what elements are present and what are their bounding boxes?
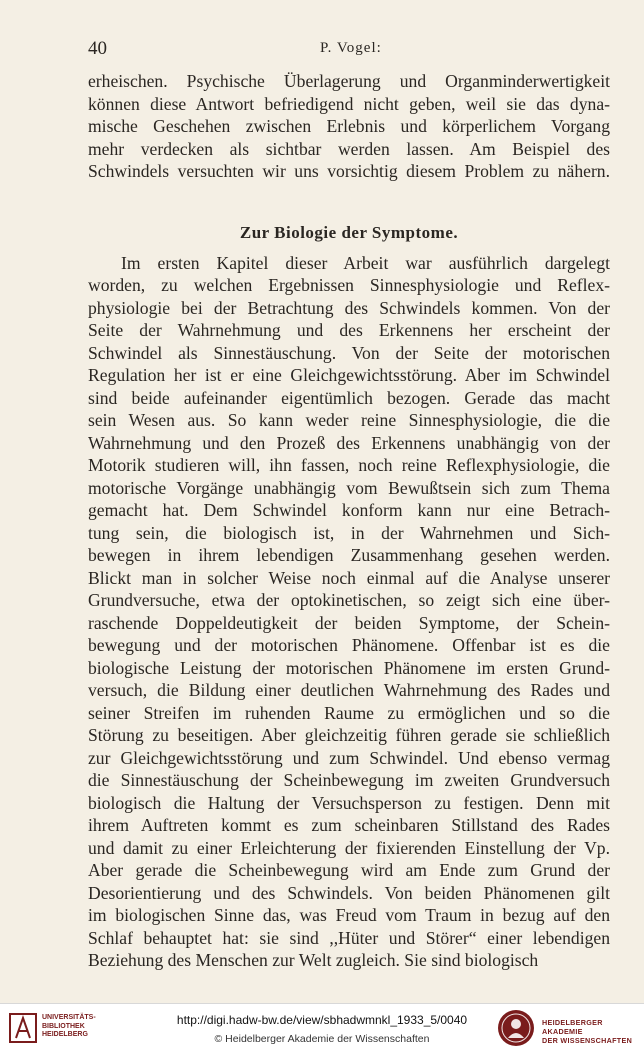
text-line: Beziehung des Menschen zur Welt zugleich. Sie sind biologisch <box>88 950 539 970</box>
text-line: Motorik studieren will, ihn fassen, noch reine Reflexphysiologie, die <box>88 455 610 475</box>
text-line: tung sein, die biologisch ist, in der Wahrnehmen und Sich- <box>88 522 610 543</box>
library-name-line: UNIVERSITÄTS- <box>42 1014 96 1021</box>
section-title: Zur Biologie der Symptome. <box>239 222 459 242</box>
academy-name-line: DER WISSENSCHAFTEN <box>542 1036 633 1045</box>
permalink[interactable]: http://digi.hadw-bw.de/view/sbhadwmnkl_1933_5/0040 <box>176 1013 468 1027</box>
text-line: bewegung und der motorischen Phänomene. Offenbar ist es die <box>88 635 610 655</box>
copyright-notice: © Heidelberger Akademie der Wissenschaften <box>214 1033 430 1045</box>
paragraph-1 <box>88 70 610 183</box>
viewer-footer <box>0 1003 644 1052</box>
text-line: sind beide aufeinander eigentümlich bezogen. Gerade das macht <box>88 387 610 408</box>
text-line: erheischen. Psychische Überlagerung und Organminderwertigkeit <box>88 71 610 91</box>
text-line: motorische Vorgänge unabhängig vom Bewußtsein sich zum Thema <box>88 477 610 498</box>
paragraph-2 <box>88 252 610 972</box>
library-name-line: HEIDELBERG <box>42 1031 88 1038</box>
page-number: 40 <box>88 38 107 59</box>
academy-name <box>542 1018 644 1045</box>
text-line: versuch, die Bildung einer deutlichen Wahrnehmung des Rades und <box>88 680 610 700</box>
text-line: Störung zu beseitigen. Aber gleichzeitig führen gerade sie schließlich <box>88 725 610 745</box>
body-text <box>88 70 610 972</box>
academy-seal-icon <box>496 1008 536 1048</box>
text-line: Aber gerade die Scheinbewegung wird am Ende zum Grund der <box>88 860 610 880</box>
text-line: Seite der Wahrnehmung und des Erkennens her erscheint der <box>88 320 610 340</box>
text-line: im biologischen Sinne das, was Freud vom Traum in bezug auf den <box>88 905 610 925</box>
text-line: Desorientierung und des Schwindels. Von beiden Phänomenen gilt <box>88 882 610 903</box>
text-line: Schwindel als Sinnestäuschung. Von der Seite der motorischen <box>88 342 610 363</box>
text-line: Wahrnehmung und den Prozeß des Erkennens unabhängig von der <box>88 432 610 453</box>
text-line: Im ersten Kapitel dieser Arbeit war ausführlich dargelegt <box>121 252 610 273</box>
text-line: biologisch die Haltung der Versuchsperson zu festigen. Denn mit <box>88 792 610 813</box>
text-line: mehr verdecken als sichtbar werden lassen. Am Beispiel des <box>88 138 610 159</box>
text-line: ihrem Auftreten kommt es zum scheinbaren Stillstand des Rades <box>88 815 610 835</box>
text-line: Grundversuche, etwa der optokinetischen, so zeigt sich eine über- <box>88 590 610 610</box>
text-line: können diese Antwort befriedigend nicht geben, weil sie das dyna- <box>88 93 610 114</box>
text-line: zur Gleichgewichtsstörung und zum Schwindel. Und ebenso vermag <box>88 747 610 768</box>
text-line: bewegen in ihrem lebendigen Zusammenhang gesehen werden. <box>88 545 610 565</box>
text-line: Blickt man in solcher Weise noch einmal auf die Analyse unserer <box>88 567 610 588</box>
academy-name-line: HEIDELBERGER AKADEMIE <box>542 1018 603 1036</box>
text-line: worden, zu welchen Ergebnissen Sinnesphysiologie und Reflex- <box>88 275 610 295</box>
text-line: Schlaf behauptet hat: sie sind ,,Hüter und Störer“ einer lebendigen <box>88 927 610 948</box>
text-line: sein Wesen aus. So kann weder reine Sinnesphysiologie, die die <box>88 410 610 430</box>
text-line: die Sinnestäuschung der Scheinbewegung im zweiten Grundversuch <box>88 770 610 790</box>
text-line: mische Geschehen zwischen Erlebnis und körperlichem Vorgang <box>88 116 610 136</box>
text-line: gemacht hat. Dem Schwindel konform kann nur eine Betrach- <box>88 500 610 520</box>
text-line: Schwindels versuchten wir uns vorsichtig diesem Problem zu nähern. <box>88 161 610 181</box>
text-line: seiner Streifen im ruhenden Raume zu ermöglichen und so die <box>88 702 610 723</box>
text-line: und damit zu einer Erleichterung der fixierenden Einstellung der Vp. <box>88 837 610 858</box>
running-head: P. Vogel: <box>320 40 382 56</box>
text-line: Regulation her ist er eine Gleichgewichtsstörung. Aber im Schwindel <box>88 365 610 385</box>
text-line: biologische Leistung der motorischen Phänomene im ersten Grund- <box>88 657 610 678</box>
text-line: raschende Doppeldeutigkeit der beiden Symptome, der Schein- <box>88 612 610 633</box>
text-line: physiologie bei der Betrachtung des Schwindels kommen. Von der <box>88 297 610 318</box>
library-name-line: BIBLIOTHEK <box>42 1022 85 1030</box>
page-header <box>88 38 584 62</box>
